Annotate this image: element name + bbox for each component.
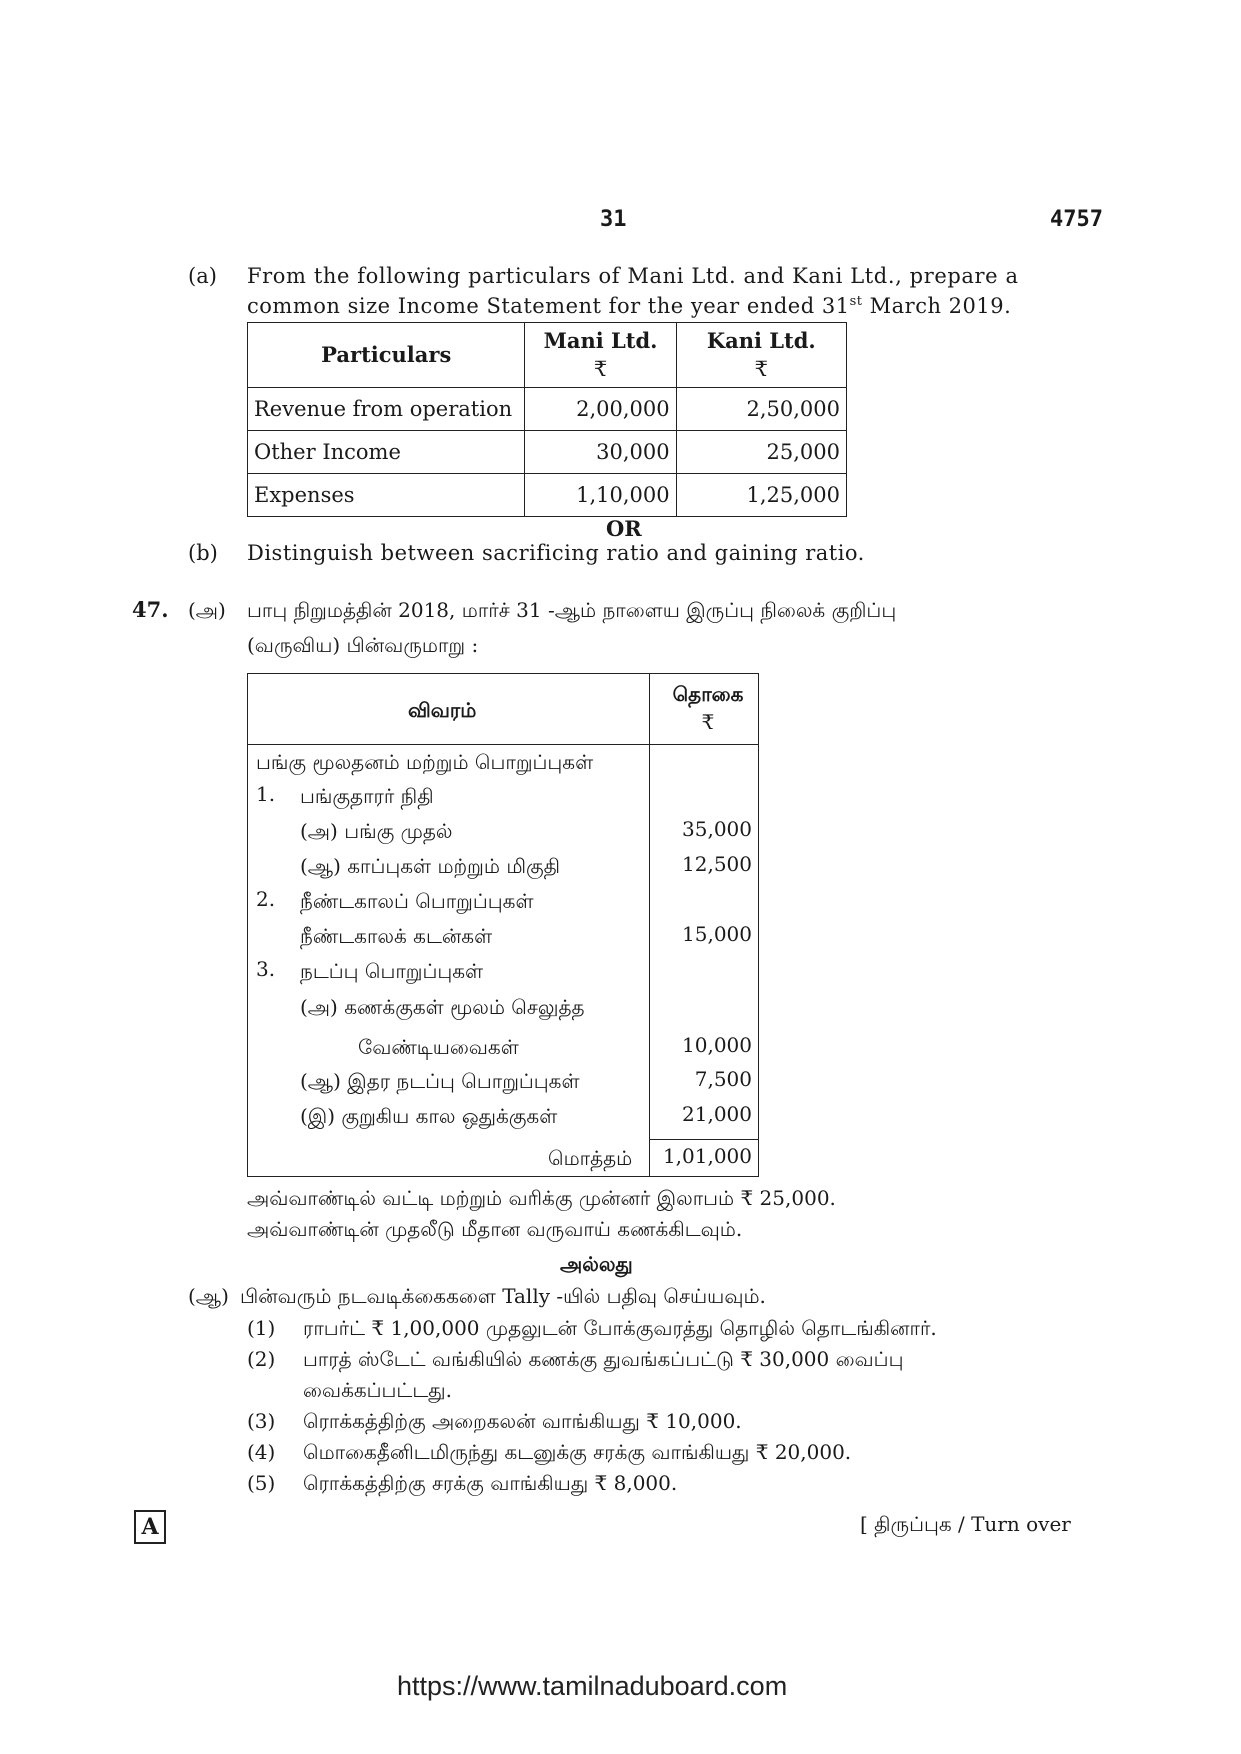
section-title: பங்கு மூலதனம் மற்றும் பொறுப்புகள் <box>256 750 594 774</box>
table-row: Revenue from operation 2,00,000 2,50,000 <box>248 388 847 431</box>
q47-number: 47. <box>132 597 169 622</box>
page-number: 31 <box>600 207 627 232</box>
income-statement-table <box>247 322 847 517</box>
q47-a-label: (அ) <box>188 598 226 622</box>
col-kani: Kani Ltd. ₹ <box>676 323 846 388</box>
heading-2: நீண்டகாலப் பொறுப்புகள் <box>300 889 534 913</box>
q47-note-line2: அவ்வாண்டின் முதலீடு மீதான வருவாய் கணக்கிடவும். <box>247 1217 743 1241</box>
q47-b-text: பின்வரும் நடவடிக்கைகளை Tally -யில் பதிவு செய்யவும். <box>240 1284 766 1308</box>
table-row: Other Income 30,000 25,000 <box>248 431 847 474</box>
heading-1: பங்குதாரர் நிதி <box>300 784 434 808</box>
q47-or: அல்லது <box>560 1252 633 1276</box>
q46-a-label: (a) <box>188 264 217 288</box>
item-1b: (ஆ) காப்புகள் மற்றும் மிகுதி <box>300 854 561 878</box>
col-mani: Mani Ltd. ₹ <box>525 323 676 388</box>
q46-a-text-line1: From the following particulars of Mani Ltd. and Kani Ltd., prepare a <box>247 264 1019 288</box>
section-mark: A <box>134 1510 166 1544</box>
item-3b: (ஆ) இதர நடப்பு பொறுப்புகள் <box>300 1069 580 1093</box>
item-3a: (அ) கணக்குகள் மூலம் செலுத்த <box>300 995 585 1019</box>
q47-note-line1: அவ்வாண்டில் வட்டி மற்றும் வரிக்கு முன்னர் இலாபம் ₹ 25,000. <box>247 1186 836 1210</box>
col-details: விவரம் <box>408 698 477 722</box>
q46-or: OR <box>606 516 642 541</box>
q46-b-label: (b) <box>188 541 218 565</box>
turn-over: [ திருப்புக / Turn over <box>860 1512 1071 1536</box>
balance-sheet-table: விவரம் தொகை ₹ பங்கு மூலதனம் மற்றும் பொறுப்புகள் 1. பங்குதாரர் நிதி (அ) பங்கு முதல் 35,000 (ஆ) காப்புகள் மற்றும் மிகுதி 12,500 2. நீண்டகாலப் பொறுப்புகள் நீண்டகாலக் கடன்கள் 15,000 3. நடப்பு பொறுப்புகள் (அ) கணக்குகள் மூலம் செலுத்த வேண்டியவைகள் 10,000 (ஆ) இதர நடப்பு பொறுப்புகள் 7,500 (இ) குறுகிய கால ஒதுக்குகள் 21,000 மொத்தம் 1,01,000 <box>247 673 759 1177</box>
q46-a-text-line2: common size Income Statement for the year ended 31st March 2019. <box>247 294 1012 318</box>
q47-a-line2: (வருவிய) பின்வருமாறு : <box>247 633 479 657</box>
q47-b-label: (ஆ) <box>188 1284 229 1308</box>
q47-a-line1: பாபு நிறுமத்தின் 2018, மார்ச் 31 -ஆம் நாளைய இருப்பு நிலைக் குறிப்பு <box>247 598 897 622</box>
item-3c: (இ) குறுகிய கால ஒதுக்குகள் <box>300 1104 558 1128</box>
heading-3: நடப்பு பொறுப்புகள் <box>300 959 484 983</box>
q46-b-text: Distinguish between sacrificing ratio and gaining ratio. <box>247 541 865 565</box>
table-header-row <box>248 323 847 388</box>
paper-code: 4757 <box>1050 207 1103 232</box>
col-amount: தொகை <box>672 682 744 706</box>
item-1a: (அ) பங்கு முதல் <box>300 819 453 843</box>
table-row: Expenses 1,10,000 1,25,000 <box>248 474 847 517</box>
source-url[interactable]: https://www.tamilnaduboard.com <box>397 1671 788 1701</box>
total-value: 1,01,000 <box>662 1144 752 1168</box>
col-currency: ₹ <box>701 710 715 734</box>
col-particulars: Particulars <box>248 323 525 388</box>
total-label: மொத்தம் <box>548 1146 633 1170</box>
item-2a: நீண்டகாலக் கடன்கள் <box>300 924 493 948</box>
